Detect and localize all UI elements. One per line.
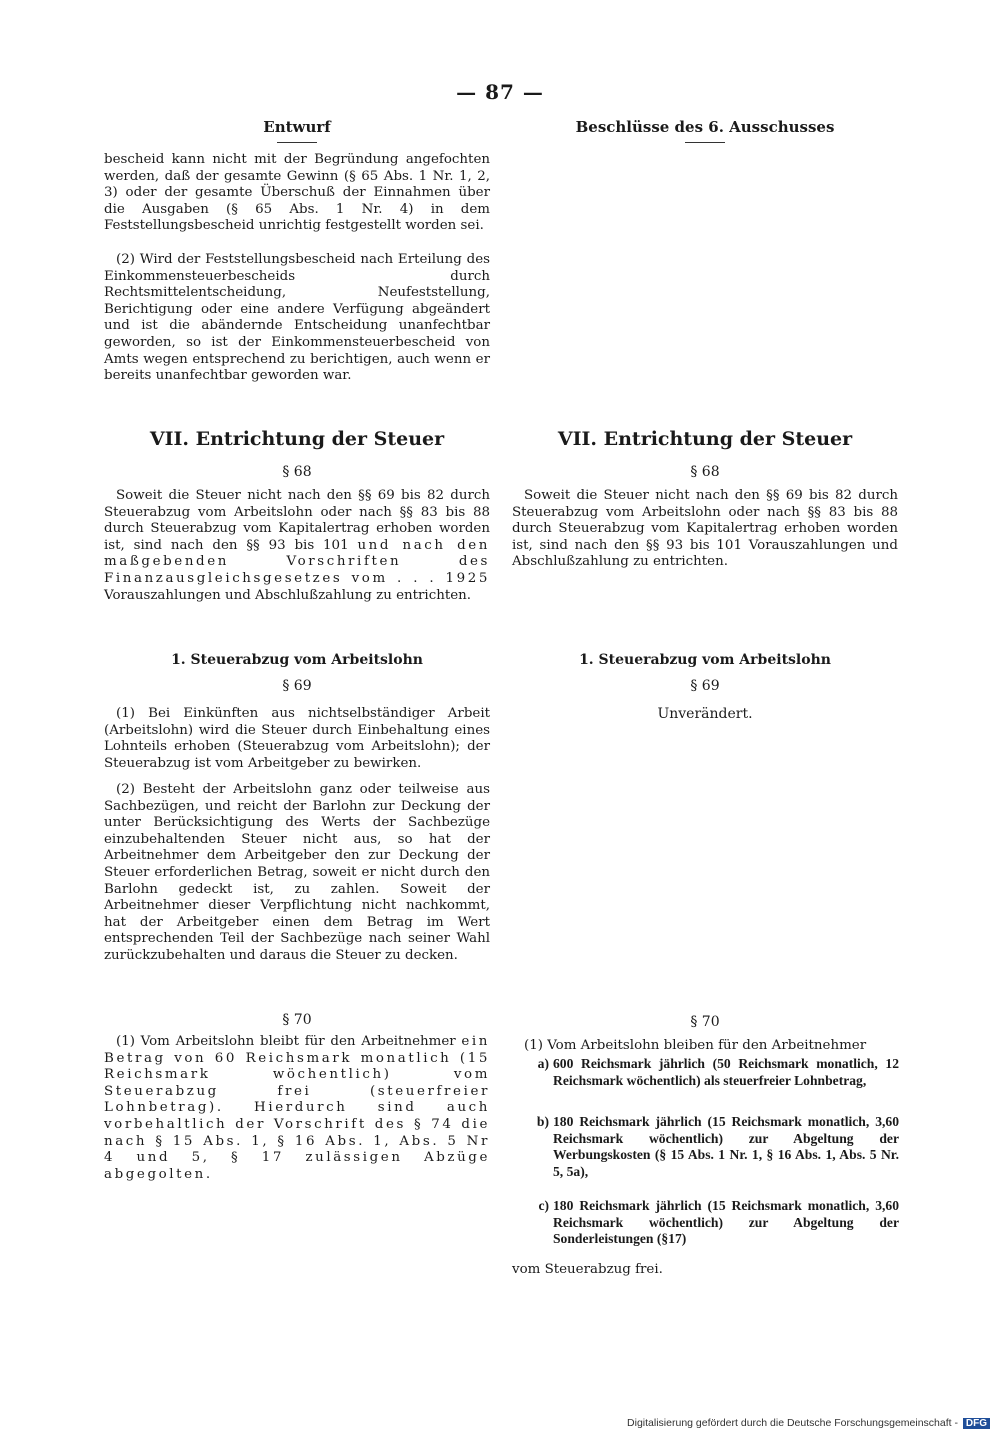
right-para-70: § 70 xyxy=(690,1014,720,1030)
left-70-spaced: ein Betrag von 60 Reichsmark monatlich (15 Reichsmark wöchentlich) vom Steuerabzug frei (steuerfreier Lohnbetrag). Hierdurch sind auch vorbehaltlich der Vorschrift des § 74 die nach § 15 Abs. 1, § 16 Abs. 1, Abs. 5 Nr 4 und 5, § 17 zulässigen Abzüge abgegolten. xyxy=(104,1034,490,1182)
list-item-text: 180 Reichsmark jährlich (15 Reichsmark monatlich, 3,60 Reichsmark wöchentlich) zur Abgeltung der Werbungskosten (§ 15 Abs. 1 Nr. 1, § 16 Abs. 1, Abs. 5 Nr. 5, 5a), xyxy=(553,1114,899,1179)
footer-credit xyxy=(627,1417,990,1429)
left-para-68-text xyxy=(104,488,490,604)
left-para-69: § 69 xyxy=(282,678,312,694)
footer-text: Digitalisierung gefördert durch die Deutsche Forschungsgemeinschaft - xyxy=(627,1417,958,1429)
right-heading-text: Beschlüsse des 6. Ausschusses xyxy=(575,118,835,136)
right-para-68-text: Soweit die Steuer nicht nach den §§ 69 bis 82 durch Steuerabzug vom Arbeitslohn oder nach §§ 83 bis 88 durch Steuerabzug vom Kapitalertrag erhoben worden ist, sind nach den §§ 93 bis 101 Vorauszahlungen und Abschlußzahlung zu entrichten. xyxy=(512,488,898,570)
right-para-70-end: vom Steuerabzug frei. xyxy=(512,1262,663,1277)
left-para-69-text-2: (2) Besteht der Arbeitslohn ganz oder teilweise aus Sachbezügen, und reicht der Barlohn zur Deckung der unter Berücksichtigung des Werts der Sachbezüge einzubehaltenden Steuer nicht aus, so hat der Arbeitnehmer dem Arbeitgeber den zur Deckung der Steuer erforderlichen Betrag, soweit er nicht durch den Barlohn gedeckt ist, zu zahlen. Soweit der Arbeitnehmer dieser Verpflichtung nicht nachkommt, hat der Arbeitgeber einen dem Betrag im Wert entsprechenden Teil der Sachbezüge nach seiner Wahl zurückzubehalten und daraus die Steuer zu decken. xyxy=(104,782,490,963)
right-column-heading xyxy=(512,118,898,143)
list-marker: c) xyxy=(538,1198,549,1213)
right-subsection-title: 1. Steuerabzug vom Arbeitslohn xyxy=(579,652,831,668)
list-item-text: 600 Reichsmark jährlich (50 Reichsmark monatlich, 12 Reichsmark wöchentlich) als steuerfreier Lohnbetrag, xyxy=(553,1056,899,1088)
left-subsection-title: 1. Steuerabzug vom Arbeitslohn xyxy=(171,652,423,668)
right-para-68: § 68 xyxy=(690,464,720,480)
left-top-paragraph-1: bescheid kann nicht mit der Begründung angefochten werden, daß der gesamte Gewinn (§ 65 Abs. 1 Nr. 1, 2, 3) oder der gesamte Überschuß der Einnahmen über die Ausgaben (§ 65 Abs. 1 Nr. 4) in dem Feststellungsbescheid unrichtig festgestellt worden sei. xyxy=(104,152,490,234)
right-para-70-intro: (1) Vom Arbeitslohn bleiben für den Arbeitnehmer xyxy=(524,1038,867,1053)
list-marker: b) xyxy=(536,1114,549,1129)
dfg-logo: DFG xyxy=(963,1418,990,1429)
left-column-heading xyxy=(104,118,490,143)
list-item xyxy=(527,1056,899,1089)
left-68-spaced: und nach den maßgebenden Vorschriften des Finanzausgleichsgesetzes vom . . . 1925 xyxy=(104,537,490,586)
list-item-text: 180 Reichsmark jährlich (15 Reichsmark monatlich, 3,60 Reichsmark wöchentlich) zur Abgeltung der Sonderleistungen (§17) xyxy=(553,1198,899,1247)
right-para-69-unchanged: Unverändert. xyxy=(657,706,753,722)
left-para-68: § 68 xyxy=(282,464,312,480)
left-top-paragraph-2: (2) Wird der Feststellungsbescheid nach Erteilung des Einkommensteuerbescheids durch Rechtsmittelentscheidung, Neufeststellung, Berichtigung oder eine andere Verfügung abgeändert und ist die abändernde Entscheidung unanfechtbar geworden, so ist der Einkommensteuerbescheid von Amts wegen entsprechend zu berichtigen, auch wenn er bereits unanfechtbar geworden war. xyxy=(104,252,490,384)
left-heading-text: Entwurf xyxy=(263,118,331,136)
left-para-69-text-1: (1) Bei Einkünften aus nichtselbständiger Arbeit (Arbeitslohn) wird die Steuer durch Einbehaltung eines Lohnteils erhoben (Steuerabzug vom Arbeitslohn); der Steuerabzug ist vom Arbeitgeber zu bewirken. xyxy=(104,706,490,771)
left-68-end: Vorauszahlungen und Abschlußzahlung zu entrichten. xyxy=(104,587,471,603)
list-item xyxy=(527,1114,899,1180)
left-68-main: Soweit die Steuer nicht nach den §§ 69 bis 82 durch Steuerabzug vom Arbeitslohn oder nach §§ 83 bis 88 durch Steuerabzug vom Kapitalertrag erhoben worden ist, sind nach den §§ 93 bis 101 xyxy=(104,488,490,553)
list-item xyxy=(527,1198,899,1248)
right-para-69: § 69 xyxy=(690,678,720,694)
right-section-title: VII. Entrichtung der Steuer xyxy=(557,428,853,450)
left-section-title: VII. Entrichtung der Steuer xyxy=(149,428,445,450)
page-number: — 87 — xyxy=(456,80,544,104)
list-marker: a) xyxy=(537,1056,549,1071)
left-70-normal: (1) Vom Arbeitslohn bleibt für den Arbeitnehmer xyxy=(116,1034,456,1049)
heading-rule xyxy=(277,142,317,143)
left-para-70-text xyxy=(104,1034,490,1183)
left-para-70: § 70 xyxy=(282,1012,312,1028)
heading-rule xyxy=(685,142,725,143)
